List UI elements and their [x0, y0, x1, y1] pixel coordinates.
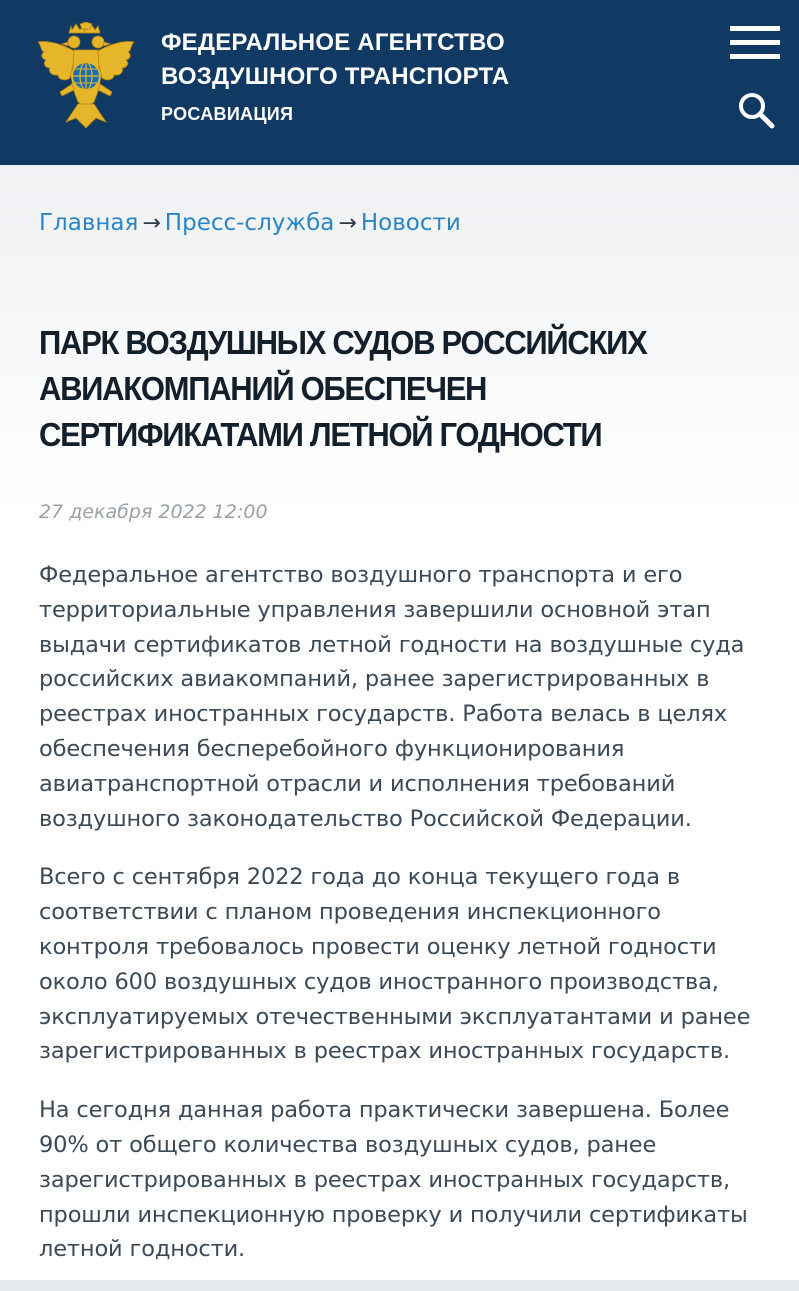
paragraph-line: контроля требовалось провести оценку летной годности — [39, 933, 717, 960]
article-date: 27 декабря 2022 12:00 — [39, 501, 268, 523]
paragraph-line: территориальные управления завершили основной этап — [39, 596, 711, 623]
paragraph-line: летной годности. — [39, 1236, 246, 1263]
article-title: ПАРК ВОЗДУШНЫХ СУДОВ РОССИЙСКИХ АВИАКОМПАНИЙ ОБЕСПЕЧЕН СЕРТИФИКАТАМИ ЛЕТНОЙ ГОДНОСТИ — [39, 324, 647, 453]
breadcrumb-link-home[interactable]: Главная — [39, 210, 139, 236]
paragraph-line: На сегодня данная работа практически завершена. Более — [39, 1097, 730, 1124]
agency-name-line1: ФЕДЕРАЛЬНОЕ АГЕНТСТВО — [161, 29, 505, 56]
paragraph-line: обеспечения бесперебойного функционирования — [39, 735, 625, 762]
agency-short-name: РОСАВИАЦИЯ — [161, 104, 294, 124]
paragraph-line: Всего с сентября 2022 года до конца текущего года в — [39, 864, 680, 891]
paragraph-line: воздушного законодательство Российской Федерации. — [39, 805, 692, 832]
breadcrumb-link-news[interactable]: Новости — [360, 210, 461, 236]
paragraph-line: авиатранспортной отрасли и исполнения требований — [39, 770, 676, 797]
paragraph-line: реестрах иностранных государств. Работа велась в целях — [39, 701, 728, 728]
paragraph-line: прошли инспекционную проверку и получили сертификаты — [39, 1201, 748, 1228]
paragraph-line: российских авиакомпаний, ранее зарегистрированных в — [39, 666, 710, 693]
paragraph-line: выдачи сертификатов летной годности на воздушные суда — [39, 631, 745, 658]
breadcrumb — [39, 205, 461, 242]
article-body — [39, 558, 779, 1291]
article-paragraph — [39, 1093, 779, 1267]
paragraph-line: около 600 воздушных судов иностранного производства, — [39, 968, 719, 995]
hamburger-menu-icon-bar-middle — [730, 40, 780, 45]
article-paragraph — [39, 860, 779, 1069]
article-paragraph — [39, 558, 779, 836]
paragraph-line: 90% от общего количества воздушных судов, ранее — [39, 1131, 657, 1158]
paragraph-line: Федеральное агентство воздушного транспорта и его — [39, 562, 683, 588]
menu-button[interactable] — [730, 26, 780, 60]
hamburger-menu-icon-bar-bottom — [730, 54, 780, 59]
hamburger-menu-icon-bar-top — [730, 26, 780, 31]
breadcrumb-separator: → — [142, 211, 161, 236]
paragraph-line: зарегистрированных в реестрах иностранных государств, — [39, 1166, 730, 1193]
breadcrumb-link-press[interactable]: Пресс-служба — [164, 210, 335, 236]
agency-name-line2: ВОЗДУШНОГО ТРАНСПОРТА — [161, 63, 510, 90]
double-headed-eagle-emblem-icon[interactable] — [36, 22, 136, 128]
paragraph-line: зарегистрированных в реестрах иностранных государств. — [39, 1038, 730, 1065]
agency-name[interactable] — [161, 26, 509, 126]
paragraph-line: эксплуатируемых отечественными эксплуатантами и ранее — [39, 1003, 751, 1030]
paragraph-line: соответствии с планом проведения инспекционного — [39, 899, 661, 926]
site-header — [0, 0, 799, 165]
breadcrumb-separator: → — [338, 211, 357, 236]
search-icon[interactable] — [736, 90, 776, 130]
